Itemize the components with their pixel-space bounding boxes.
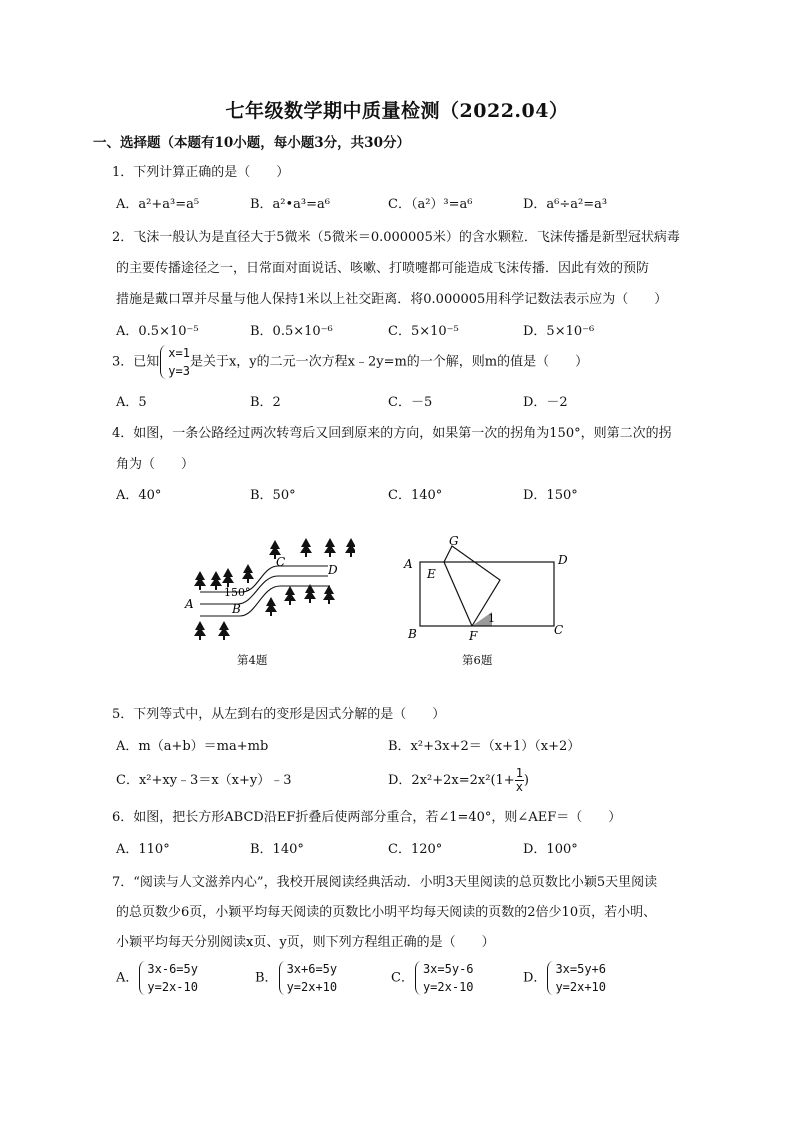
q7-option-c-system <box>414 960 474 996</box>
q7-option-c-label: C． <box>391 970 414 986</box>
q4-option-a: A．40° <box>116 488 162 503</box>
fig4-angle-label: 150° <box>224 586 251 599</box>
rectangle-and-fold-lines <box>420 546 554 626</box>
q4-option-c: C．140° <box>388 488 443 503</box>
q2-line-1: 2．飞沫一般认为是直径大于5微米（5微米＝0.000005米）的含水颗粒．飞沫传播是新型冠状病毒 <box>112 230 680 245</box>
q2-option-d: D．5×10⁻⁶ <box>523 324 595 339</box>
fig6-label-e: E <box>427 567 436 581</box>
q3-stem <box>112 344 588 381</box>
q7-option-b <box>255 960 337 997</box>
q6-option-b: B．140° <box>250 842 304 857</box>
q3-system-row-1: x=1 <box>168 346 190 360</box>
q3-option-b: B．2 <box>250 395 281 410</box>
fig6-label-b: B <box>408 627 417 641</box>
q7-option-c-row-1: 3x=5y-6 <box>422 962 474 976</box>
q7-line-1: 7．“阅读与人文滋养内心”，我校开展阅读经典活动．小明3天里阅读的总页数比小颖5天里阅读 <box>112 875 658 890</box>
q7-line-3: 小颖平均每天分别阅读x页、y页，则下列方程组正确的是（ ） <box>116 935 495 950</box>
q3-prefix: 3．已知 <box>112 354 160 370</box>
q7-option-d-row-1: 3x=5y+6 <box>555 962 607 976</box>
q7-option-b-row-1: 3x+6=5y <box>286 962 338 976</box>
q7-option-c-row-2: y=2x-10 <box>422 980 474 994</box>
q4-line-2: 角为（ ） <box>116 457 195 472</box>
q2-option-b: B．0.5×10⁻⁶ <box>250 324 333 339</box>
figure-4-caption: 第4题 <box>237 653 268 667</box>
q7-option-a-system <box>138 960 198 996</box>
figure-6-caption: 第6题 <box>462 653 493 667</box>
q1-stem: 1．下列计算正确的是（ ） <box>112 165 290 180</box>
q7-option-b-row-2: y=2x+10 <box>286 980 338 994</box>
q1-option-d: D．a⁶÷a²=a³ <box>523 197 608 212</box>
q7-line-2: 的总页数少6页，小颖平均每天阅读的页数比小明平均每天阅读的页数的2倍少10页，若小明、 <box>116 905 657 920</box>
q5-option-d-close: ) <box>523 773 529 788</box>
q5-fraction <box>515 767 524 794</box>
q1-option-b: B．a²•a³=a⁶ <box>250 197 330 212</box>
q5-option-d-expression: D．2x²+2x=2x²(1+ <box>388 773 515 788</box>
fig4-label-b: B <box>232 602 241 616</box>
q5-option-a: A．m（a+b）＝ma+mb <box>116 739 269 754</box>
q4-option-b: B．50° <box>250 488 296 503</box>
fig4-label-c: C <box>276 555 286 569</box>
q3-system-row-2: y=3 <box>168 364 190 378</box>
q3-option-c: C．－5 <box>388 395 433 410</box>
tree-icons <box>194 538 355 640</box>
q5-option-d <box>388 764 529 798</box>
q7-option-b-system <box>278 960 338 996</box>
q5-fraction-numerator: 1 <box>515 766 523 780</box>
q3-option-a: A．5 <box>116 395 147 410</box>
q6-option-c: C．120° <box>388 842 443 857</box>
q7-option-d-label: D． <box>523 970 547 986</box>
q5-option-c: C．x²+xy﹣3＝x（x+y）﹣3 <box>116 773 292 788</box>
q2-line-3: 措施是戴口罩并尽量与他人保持1米以上社交距离．将0.000005用科学记数法表示应为（ ） <box>116 292 668 307</box>
q2-option-c: C．5×10⁻⁵ <box>388 324 459 339</box>
q7-option-d-system <box>546 960 606 996</box>
q2-line-2: 的主要传播途径之一，日常面对面说话、咳嗽、打喷嚏都可能造成飞沫传播．因此有效的预防 <box>116 261 650 276</box>
q3-option-d: D．－2 <box>523 395 568 410</box>
fig6-label-angle-1: 1 <box>488 612 495 625</box>
q1-option-a: A．a²+a³=a⁵ <box>116 197 200 212</box>
q6-stem: 6．如图，把长方形ABCD沿EF折叠后使两部分重合，若∠1=40°，则∠AEF＝（ ） <box>112 810 622 825</box>
q1-option-c: C．（a²）³=a⁶ <box>388 197 473 212</box>
fig6-label-a: A <box>404 557 413 571</box>
q7-option-d <box>523 960 606 997</box>
q7-option-b-label: B． <box>255 970 278 986</box>
figure-4-road-diagram <box>180 530 355 642</box>
q2-option-a: A．0.5×10⁻⁵ <box>116 324 199 339</box>
q3-suffix: 是关于x，y的二元一次方程x﹣2y=m的一个解，则m的值是（ ） <box>189 354 589 370</box>
fig4-label-d: D <box>328 563 338 577</box>
q7-option-a-row-1: 3x-6=5y <box>147 962 198 976</box>
q7-option-a-row-2: y=2x-10 <box>147 980 198 994</box>
fig6-label-c: C <box>554 623 564 637</box>
q5-fraction-denominator: x <box>515 780 523 794</box>
q3-system <box>159 344 190 380</box>
fig6-label-d: D <box>558 553 568 567</box>
figure-6-fold-diagram <box>398 530 573 642</box>
fig6-label-g: G <box>449 534 459 548</box>
q6-option-d: D．100° <box>523 842 578 857</box>
q5-stem: 5．下列等式中，从左到右的变形是因式分解的是（ ） <box>112 707 446 722</box>
q4-option-d: D．150° <box>523 488 578 503</box>
q7-option-c <box>391 960 474 997</box>
q7-option-d-row-2: y=2x+10 <box>555 980 607 994</box>
q5-option-b: B．x²+3x+2＝（x+1）（x+2） <box>388 739 581 754</box>
q6-option-a: A．110° <box>116 842 170 857</box>
page-title: 七年级数学期中质量检测（2022.04） <box>225 100 569 122</box>
q7-option-a-label: A． <box>116 970 139 986</box>
fig4-label-a: A <box>185 597 194 611</box>
fig6-label-f: F <box>469 629 478 642</box>
section-heading: 一、选择题（本题有10小题，每小题3分，共30分） <box>93 135 410 151</box>
q4-line-1: 4．如图，一条公路经过两次转弯后又回到原来的方向，如果第一次的拐角为150°，则第二次的拐 <box>112 426 672 441</box>
q7-option-a <box>116 960 198 997</box>
